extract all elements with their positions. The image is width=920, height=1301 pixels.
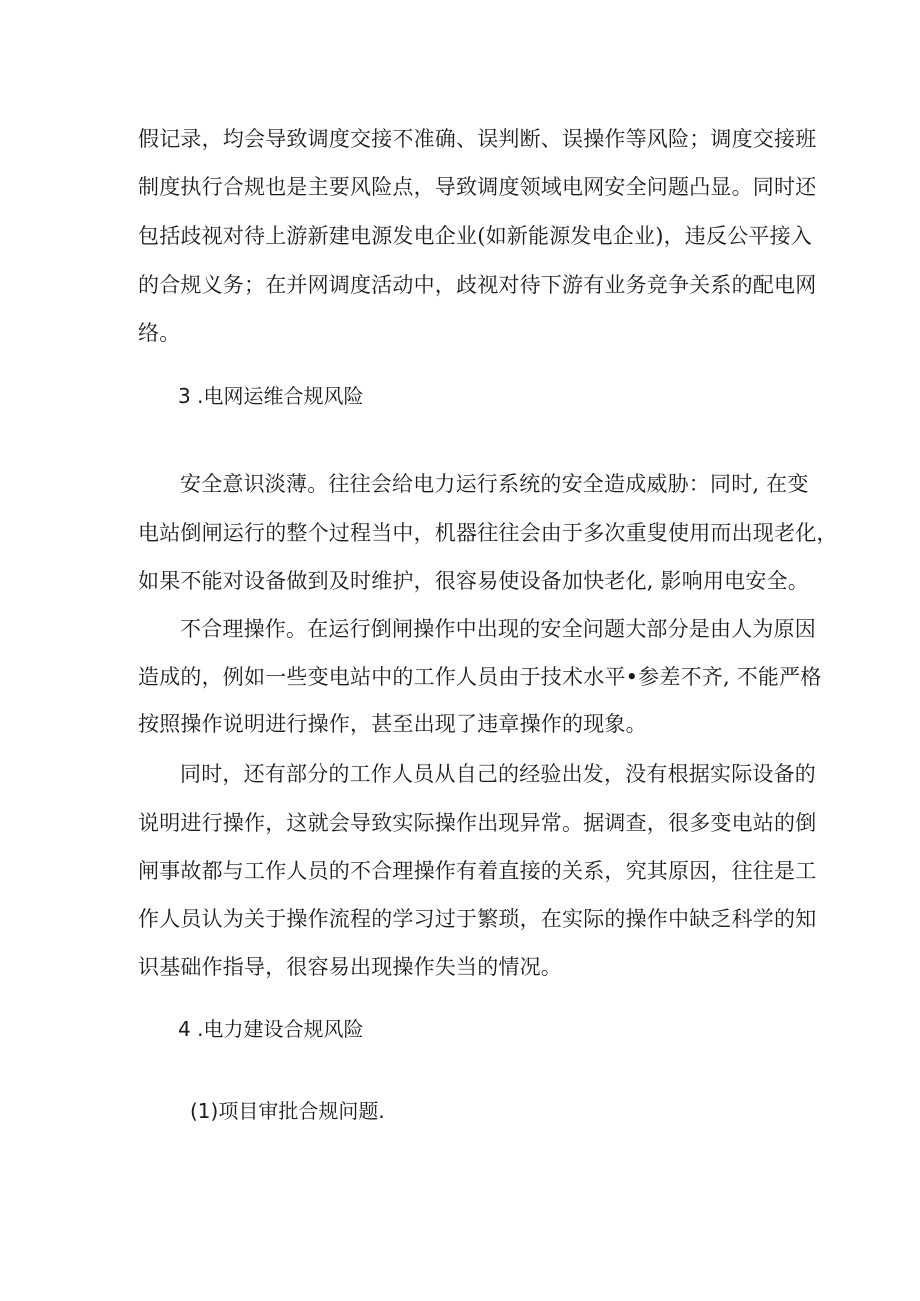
paragraph-line: 如果不能对设备做到及时维护，很容易使设备加快老化, 影响用电安全。: [138, 569, 809, 593]
paragraph-lead: 安全意识淡薄。: [180, 472, 329, 496]
paragraph-line: 说明进行操作，这就会导致实际操作出现异常。据调查，很多变电站的倒: [138, 811, 817, 835]
paragraph-line: 的合规义务；在并网调度活动中，歧视对待下游有业务竞争关系的配电网: [138, 273, 817, 297]
section-heading: 3 .电网运维合规风险: [178, 384, 364, 408]
paragraph-line: 络。: [138, 321, 181, 345]
paragraph-line: 识基础作指导，很容易出现操作失当的情况。: [138, 955, 562, 979]
paragraph-line: 闸事故都与工作人员的不合理操作有着直接的关系，究其原因，往往是工: [138, 859, 817, 883]
paragraph-line: 包括歧视对待上游新建电源发电企业(如新能源发电企业)，违反公平接入: [138, 224, 812, 248]
paragraph-first-line: 同时，还有部分的工作人员从自己的经验出发，没有根据实际设备的: [180, 762, 816, 786]
paragraph-text: 。在运行倒闸操作中出现的安全问题大部分是由人为原因: [286, 617, 816, 641]
section-heading: 4 .电力建设合规风险: [178, 1017, 364, 1041]
paragraph-first-line: [180, 614, 816, 644]
paragraph-line: 造成的，例如一些变电站中的工作人员由于技术水平•参差不齐, 不能严格: [138, 665, 822, 689]
paragraph-line: 电站倒闸运行的整个过程当中，机器往往会由于多次重叟使用而出现老化，: [138, 521, 838, 545]
subsection-heading: (1)项目审批合规问题.: [190, 1099, 385, 1123]
paragraph-lead: 不合理操作: [180, 617, 286, 641]
paragraph-line: 按照操作说明进行操作，甚至出现了违章操作的现象。: [138, 712, 647, 736]
paragraph-line: 假记录，均会导致调度交接不准确、误判断、误操作等风险；调度交接班: [138, 127, 817, 151]
paragraph-text: 往往会给电力运行系统的安全造成威胁：同时, 在变: [328, 472, 809, 496]
paragraph-line: 制度执行合规也是主要风险点，导致调度领域电网安全问题凸显。同时还: [138, 175, 817, 199]
paragraph-line: 作人员认为关于操作流程的学习过于繁琐，在实际的操作中缺乏科学的知: [138, 907, 817, 931]
paragraph-first-line: [180, 469, 809, 499]
